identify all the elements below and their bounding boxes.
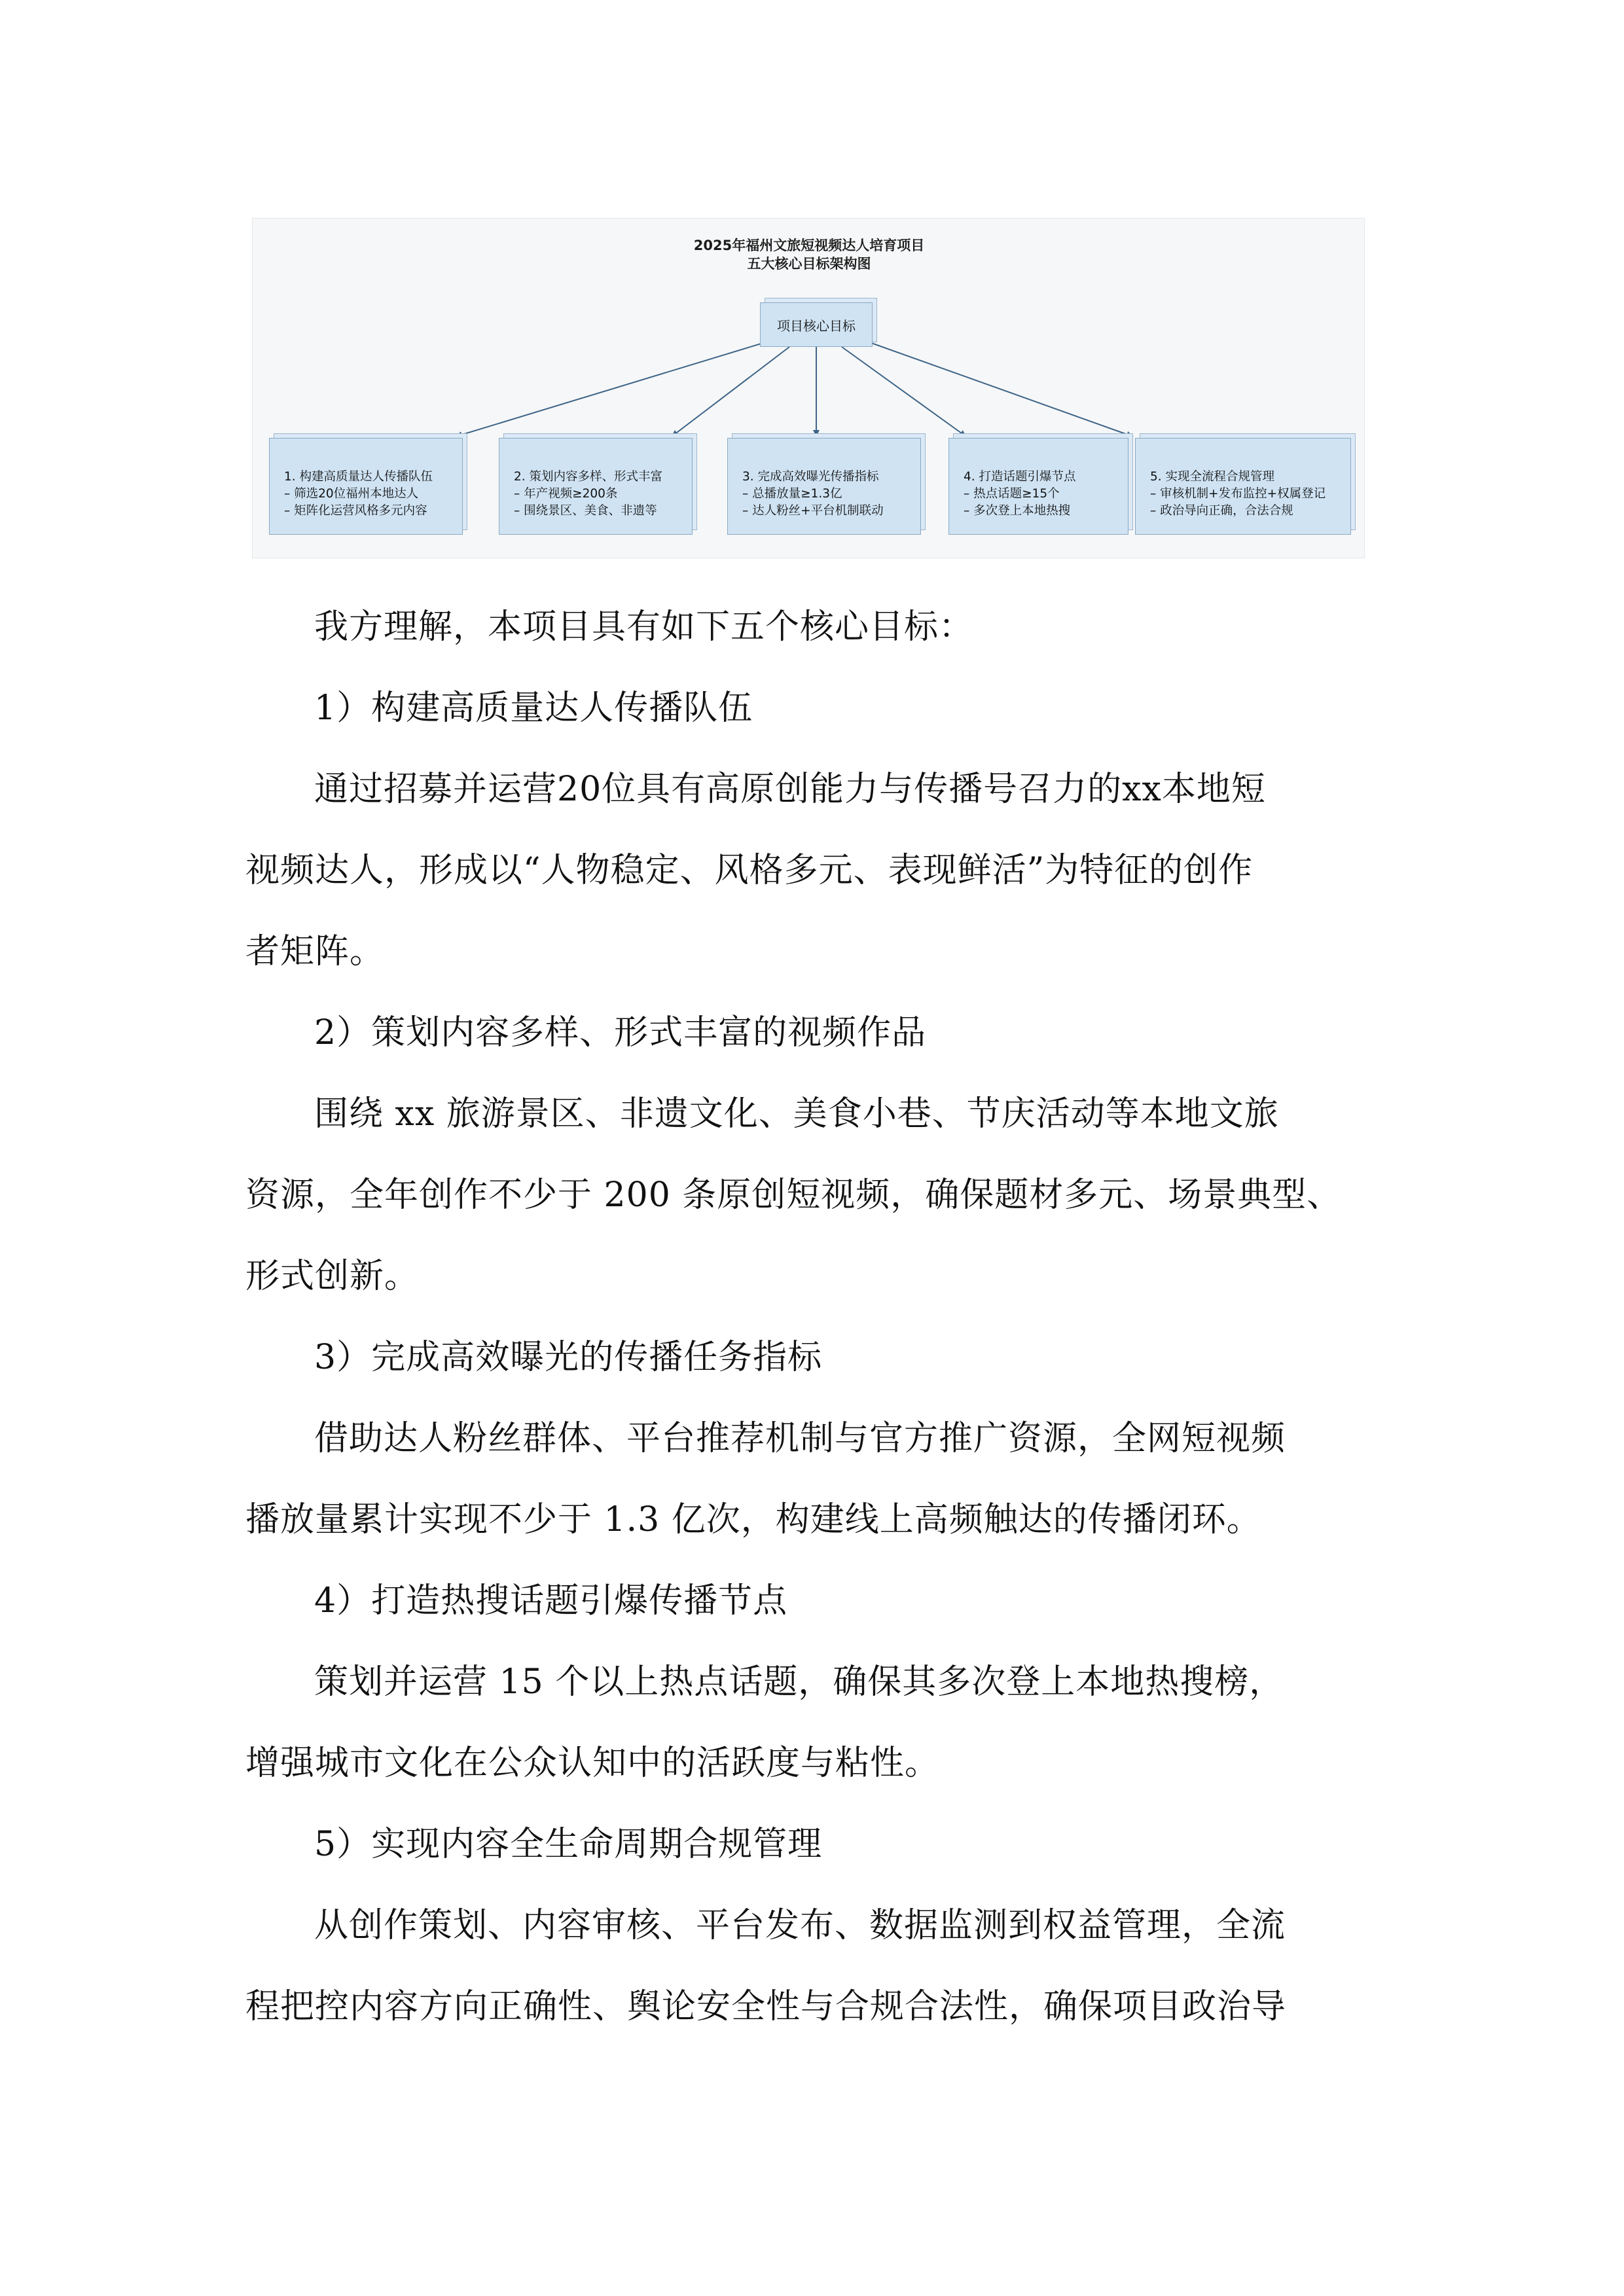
section-paragraph-2: [245, 1073, 1381, 1317]
paragraph-line: 从创作策划、内容审核、平台发布、数据监测到权益管理，全流: [314, 1906, 1286, 1945]
section-heading-3: 3）完成高效曝光的传播任务指标: [314, 1338, 823, 1377]
core-goal-box: 项目核心目标: [760, 302, 873, 347]
goal-detail: – 围绕景区、美食、非遗等: [514, 504, 657, 518]
goal-title: 5. 实现全流程合规管理: [1150, 470, 1275, 484]
goal-detail: – 筛选20位福州本地达人: [284, 487, 419, 501]
section-heading-4: 4）打造热搜话题引爆传播节点: [314, 1581, 788, 1621]
goal-box-3: [727, 438, 921, 535]
goal-detail: – 热点话题≥15个: [964, 487, 1060, 501]
section-paragraph-3: [245, 1398, 1381, 1560]
diagram-subtitle: 五大核心目标架构图: [747, 256, 871, 272]
section-paragraph-5: [245, 1885, 1381, 2047]
goal-box-4: [948, 438, 1128, 535]
section-paragraph-4: [245, 1641, 1381, 1804]
paragraph-line: 播放量累计实现不少于 1.3 亿次，构建线上高频触达的传播闭环。: [245, 1500, 1261, 1539]
arrow-to-goal-1: [456, 343, 763, 437]
paragraph-line: 增强城市文化在公众认知中的活跃度与粘性。: [245, 1744, 940, 1783]
arrow-to-goal-5: [871, 343, 1133, 437]
arrow-to-goal-4: [842, 347, 966, 437]
goal-detail: – 审核机制+发布监控+权属登记: [1150, 487, 1326, 501]
paragraph-line: 视频达人，形成以“人物稳定、风格多元、表现鲜活”为特征的创作: [245, 851, 1254, 890]
goal-box-5: [1135, 438, 1351, 535]
section-heading-2: 2）策划内容多样、形式丰富的视频作品: [314, 1013, 927, 1052]
goal-detail: – 多次登上本地热搜: [964, 504, 1071, 518]
goal-title: 1. 构建高质量达人传播队伍: [284, 470, 433, 484]
paragraph-line: 借助达人粉丝群体、平台推荐机制与官方推广资源，全网短视频: [314, 1419, 1286, 1458]
arrow-to-goal-2: [672, 347, 789, 437]
goal-detail: – 政治导向正确，合法合规: [1150, 504, 1293, 518]
paragraph-line: 者矩阵。: [245, 932, 385, 971]
paragraph-line: 形式创新。: [245, 1257, 420, 1296]
paragraph-line: 资源，全年创作不少于 200 条原创短视频，确保题材多元、场景典型、: [245, 1175, 1342, 1215]
goal-box-2: [499, 438, 693, 535]
goal-detail: – 矩阵化运营风格多元内容: [284, 504, 427, 518]
goal-title: 3. 完成高效曝光传播指标: [742, 470, 879, 484]
paragraph-line: 策划并运营 15 个以上热点话题，确保其多次登上本地热搜榜，: [314, 1662, 1284, 1702]
paragraph-line: 程把控内容方向正确性、舆论安全性与合规合法性，确保项目政治导: [245, 1987, 1287, 2026]
goal-title: 2. 策划内容多样、形式丰富: [514, 470, 663, 484]
architecture-diagram: [252, 218, 1365, 558]
goal-title: 4. 打造话题引爆节点: [964, 470, 1076, 484]
paragraph-line: 通过招募并运营20位具有高原创能力与传播号召力的xx本地短: [314, 770, 1266, 809]
paragraph-line: 围绕 xx 旅游景区、非遗文化、美食小巷、节庆活动等本地文旅: [314, 1094, 1279, 1134]
section-heading-1: 1）构建高质量达人传播队伍: [314, 689, 753, 728]
intro-paragraph: 我方理解，本项目具有如下五个核心目标：: [314, 607, 974, 647]
section-heading-5: 5）实现内容全生命周期合规管理: [314, 1825, 823, 1864]
goal-detail: – 年产视频≥200条: [514, 487, 618, 501]
goal-box-1: [269, 438, 463, 535]
diagram-title: 2025年福州文旅短视频达人培育项目: [693, 238, 925, 253]
section-paragraph-1: [245, 749, 1381, 992]
goal-detail: – 总播放量≥1.3亿: [742, 487, 842, 501]
goal-detail: – 达人粉丝+平台机制联动: [742, 504, 884, 518]
